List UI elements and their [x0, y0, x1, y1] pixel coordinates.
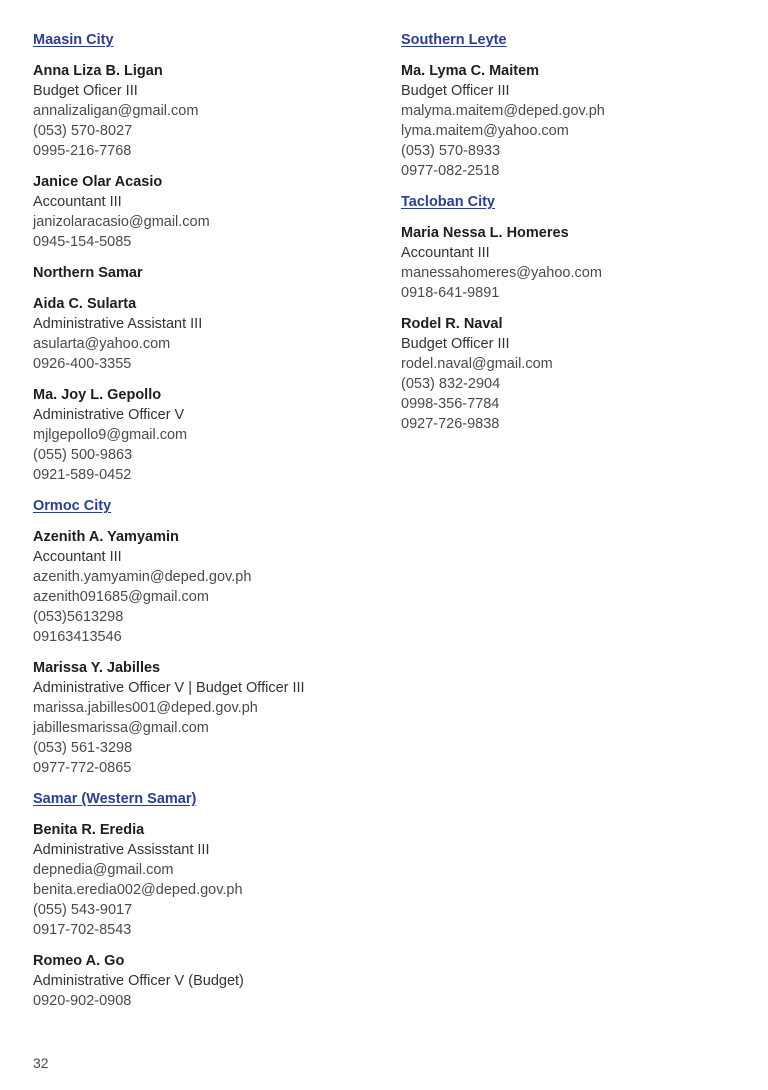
contact-name: Ma. Lyma C. Maitem — [401, 63, 540, 79]
region-heading-southern-leyte[interactable]: Southern Leyte — [401, 32, 507, 48]
contact-phone: 0921-589-0452 — [33, 467, 132, 483]
contact-position: Budget Officer III — [401, 83, 510, 99]
contact-phone: (053)5613298 — [33, 609, 124, 625]
contact-position: Accountant III — [401, 245, 490, 261]
contact-email: marissa.jabilles001@deped.gov.ph — [33, 700, 258, 716]
contact-position: Administrative Officer V | Budget Officer III — [33, 680, 305, 696]
contact-position: Accountant III — [33, 194, 122, 210]
contact-email: lyma.maitem@yahoo.com — [401, 123, 569, 139]
contact-phone: (055) 543-9017 — [33, 902, 133, 918]
contact-position: Administrative Assistant III — [33, 316, 203, 332]
page-number: 32 — [33, 1055, 49, 1071]
contact-card — [401, 314, 741, 434]
contact-card — [33, 385, 373, 485]
contact-email: asularta@yahoo.com — [33, 336, 171, 352]
contact-card — [33, 294, 373, 374]
contact-card — [33, 658, 373, 778]
contact-position: Administrative Officer V (Budget) — [33, 973, 244, 989]
contact-card — [401, 223, 741, 303]
contact-phone: (053) 561-3298 — [33, 740, 133, 756]
contact-phone: 0917-702-8543 — [33, 922, 132, 938]
contact-card — [33, 61, 373, 161]
contact-card — [33, 951, 373, 1011]
contact-phone: 0926-400-3355 — [33, 356, 132, 372]
contact-position: Budget Officer III — [401, 336, 510, 352]
contact-phone: 0945-154-5085 — [33, 234, 132, 250]
contact-position: Accountant III — [33, 549, 122, 565]
contact-name: Marissa Y. Jabilles — [33, 660, 161, 676]
contact-email: jabillesmarissa@gmail.com — [33, 720, 209, 736]
contact-phone: 0977-772-0865 — [33, 760, 132, 776]
region-heading-tacloban-city[interactable]: Tacloban City — [401, 194, 495, 210]
contact-card — [33, 820, 373, 940]
contact-phone: 0977-082-2518 — [401, 163, 500, 179]
contact-phone: 09163413546 — [33, 629, 122, 645]
contact-phone: 0920-902-0908 — [33, 993, 132, 1009]
contact-position: Budget Oficer III — [33, 83, 138, 99]
contact-name: Ma. Joy L. Gepollo — [33, 387, 162, 403]
region-heading-maasin-city[interactable]: Maasin City — [33, 32, 114, 48]
contact-email: mjlgepollo9@gmail.com — [33, 427, 188, 443]
contact-phone: (055) 500-9863 — [33, 447, 133, 463]
contact-name: Romeo A. Go — [33, 953, 125, 969]
contact-email: benita.eredia002@deped.gov.ph — [33, 882, 243, 898]
contact-name: Aida C. Sularta — [33, 296, 137, 312]
region-heading-northern-samar: Northern Samar — [33, 265, 143, 281]
contact-email: azenith091685@gmail.com — [33, 589, 209, 605]
contact-card — [33, 527, 373, 647]
contact-position: Administrative Assisstant III — [33, 842, 210, 858]
contact-phone: 0918-641-9891 — [401, 285, 500, 301]
contact-phone: 0998-356-7784 — [401, 396, 500, 412]
contact-name: Azenith A. Yamyamin — [33, 529, 179, 545]
contact-email: depnedia@gmail.com — [33, 862, 174, 878]
contact-email: rodel.naval@gmail.com — [401, 356, 553, 372]
right-column — [401, 30, 741, 445]
contact-phone: (053) 570-8027 — [33, 123, 133, 139]
contact-name: Janice Olar Acasio — [33, 174, 163, 190]
contact-phone: (053) 832-2904 — [401, 376, 501, 392]
contact-email: janizolaracasio@gmail.com — [33, 214, 210, 230]
contact-phone: 0995-216-7768 — [33, 143, 132, 159]
contact-phone: 0927-726-9838 — [401, 416, 500, 432]
contact-name: Rodel R. Naval — [401, 316, 503, 332]
contact-email: azenith.yamyamin@deped.gov.ph — [33, 569, 252, 585]
contact-phone: (053) 570-8933 — [401, 143, 501, 159]
contact-name: Benita R. Eredia — [33, 822, 145, 838]
contact-card — [33, 172, 373, 252]
contact-name: Maria Nessa L. Homeres — [401, 225, 569, 241]
left-column — [33, 30, 373, 1022]
contact-email: manessahomeres@yahoo.com — [401, 265, 602, 281]
region-heading-samar-western-samar[interactable]: Samar (Western Samar) — [33, 791, 197, 807]
contact-card — [401, 61, 741, 181]
contact-email: malyma.maitem@deped.gov.ph — [401, 103, 605, 119]
region-heading-ormoc-city[interactable]: Ormoc City — [33, 498, 112, 514]
contact-email: annalizaligan@gmail.com — [33, 103, 199, 119]
contact-name: Anna Liza B. Ligan — [33, 63, 163, 79]
contact-position: Administrative Officer V — [33, 407, 185, 423]
